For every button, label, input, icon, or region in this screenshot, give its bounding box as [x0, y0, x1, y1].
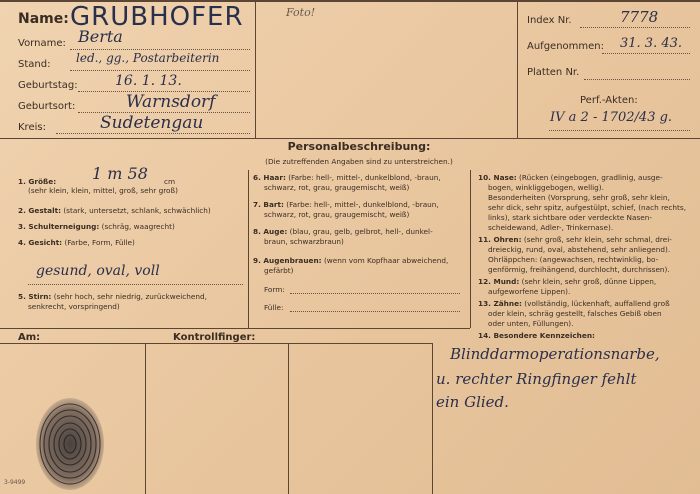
vorname-label: Vorname: — [18, 38, 66, 49]
personal-subtitle: (Die zutreffenden Angaben sind zu unterstreichen.) — [265, 157, 453, 166]
personal-title: Personalbeschreibung: — [287, 140, 431, 153]
kennzeichen-line-3: ein Glied. — [436, 393, 509, 411]
vorname-value: Berta — [78, 27, 123, 46]
form-label: Form: — [264, 285, 285, 294]
kennzeichen-row: 14. Besondere Kennzeichen: — [478, 331, 595, 340]
fuelle-line — [290, 311, 460, 312]
finger-cell-3 — [432, 343, 433, 494]
aufgenommen-value: 31. 3. 43. — [620, 36, 683, 51]
divider-photo-left — [255, 0, 256, 138]
ohren-row-3: Ohrläppchen: (angewachsen, rechtwinklig, bo- — [488, 255, 659, 264]
divider-finger-row — [0, 343, 432, 344]
fuelle-label: Fülle: — [264, 303, 284, 312]
geburtsort-value: Warnsdorf — [126, 92, 216, 112]
stand-value: led., gg., Postarbeiterin — [76, 51, 220, 65]
augenbrauen-row: 9. Augenbrauen: (wenn vom Kopfhaar abweichend, — [253, 256, 449, 265]
name-label: Name: — [18, 11, 69, 27]
perf-akten-label: Perf.-Akten: — [580, 95, 638, 106]
divider-header — [0, 138, 700, 139]
finger-cell-2 — [288, 343, 289, 494]
nase-row-2: bogen, winkliggebogen, wellig). — [488, 183, 604, 192]
bart-row: 7. Bart: (Farbe: hell-, mittel-, dunkelblond, -braun, — [253, 200, 439, 209]
divider-col1 — [248, 170, 249, 328]
stirn-row-2: senkrecht, vorspringend) — [28, 302, 120, 311]
form-line — [290, 293, 460, 294]
bart-row-2: schwarz, rot, grau, graugemischt, weiß) — [264, 210, 410, 219]
am-label: Am: — [18, 332, 41, 343]
groesse-label: 1. Größe: — [18, 177, 57, 186]
haar-row-2: schwarz, rot, grau, graugemischt, weiß) — [264, 183, 410, 192]
ohren-row: 11. Ohren: (sehr groß, sehr klein, sehr schmal, drei- — [478, 235, 672, 244]
finger-cell-1 — [145, 343, 146, 494]
zaehne-row: 13. Zähne: (vollständig, lückenhaft, auffallend groß — [478, 299, 670, 308]
fingerprint-image — [30, 392, 110, 492]
mund-row-2: aufgeworfene Lippen). — [488, 287, 571, 296]
vorname-line — [70, 49, 250, 50]
nase-row: 10. Nase: (Rücken (eingebogen, gradlinig, ausge- — [478, 173, 663, 182]
kreis-value: Sudetengau — [100, 113, 204, 133]
geburtstag-value: 16. 1. 13. — [115, 73, 182, 89]
index-value: 7778 — [620, 8, 659, 26]
kontroll-label: Kontrollfinger: — [173, 332, 256, 343]
kreis-line — [56, 133, 250, 134]
perf-akten-line — [549, 130, 690, 131]
gesicht-row: 4. Gesicht: (Farbe, Form, Fülle) — [18, 238, 135, 247]
groesse-unit: cm — [164, 177, 176, 186]
auge-row: 8. Auge: (blau, grau, gelb, gelbrot, hell-, dunkel- — [253, 227, 433, 236]
gesicht-value: gesund, oval, voll — [36, 263, 160, 279]
kennzeichen-line-1: Blinddarmoperationsnarbe, — [450, 345, 660, 363]
divider-bottom — [0, 328, 470, 329]
stand-line — [70, 70, 250, 71]
name-value: GRUBHOFER — [70, 2, 244, 32]
aufgenommen-line — [602, 53, 690, 54]
ohren-row-4: genförmig, freihängend, durchlocht, durchrissen). — [488, 265, 670, 274]
platten-line — [584, 79, 690, 80]
ohren-row-2: dreieckig, rund, oval, abstehend, sehr anliegend). — [488, 245, 671, 254]
zaehne-row-2: oder klein, schräg gestellt, falsches Gebiß oben — [488, 309, 662, 318]
stand-label: Stand: — [18, 59, 51, 70]
kreis-label: Kreis: — [18, 122, 46, 133]
geburtstag-label: Geburtstag: — [18, 80, 78, 91]
index-line — [580, 27, 690, 28]
mund-row: 12. Mund: (sehr klein, sehr groß, dünne Lippen, — [478, 277, 657, 286]
index-label: Index Nr. — [527, 15, 572, 26]
schulter-row: 3. Schulterneigung: (schräg, waagrecht) — [18, 222, 175, 231]
auge-row-2: braun, schwarzbraun) — [264, 237, 344, 246]
gestalt-row: 2. Gestalt: (stark, untersetzt, schlank, schwächlich) — [18, 206, 211, 215]
divider-photo-right — [517, 0, 518, 138]
geburtsort-label: Geburtsort: — [18, 101, 76, 112]
nase-row-6: scheidewand, Adler-, Trinkernase). — [488, 223, 614, 232]
augenbrauen-row-2: gefärbt) — [264, 266, 294, 275]
platten-label: Platten Nr. — [527, 67, 580, 78]
haar-row: 6. Haar: (Farbe: hell-, mittel-, dunkelblond, -braun, — [253, 173, 441, 182]
stirn-row: 5. Stirn: (sehr hoch, sehr niedrig, zurückweichend, — [18, 292, 207, 301]
divider-col2 — [470, 170, 471, 328]
nase-row-4: sehr dick, sehr spitz, aufgestülpt, schief, (nach rechts, — [488, 203, 687, 212]
nase-row-5: links), stark sichtbare oder verdeckte Nasen- — [488, 213, 653, 222]
aufgenommen-label: Aufgenommen: — [527, 41, 604, 52]
zaehne-row-3: oder unten, Füllungen). — [488, 319, 574, 328]
kennzeichen-line-2: u. rechter Ringfinger fehlt — [436, 370, 637, 388]
perf-akten-value: IV a 2 - 1702/43 g. — [550, 110, 673, 125]
foto-note: Foto! — [286, 6, 316, 19]
nase-row-3: Besonderheiten (Vorsprung, sehr groß, sehr klein, — [488, 193, 670, 202]
groesse-value: 1 m 58 — [92, 164, 148, 183]
groesse-options: (sehr klein, klein, mittel, groß, sehr groß) — [28, 186, 178, 195]
gesicht-line — [28, 284, 243, 285]
printer-mark: 3-9499 — [4, 479, 26, 486]
